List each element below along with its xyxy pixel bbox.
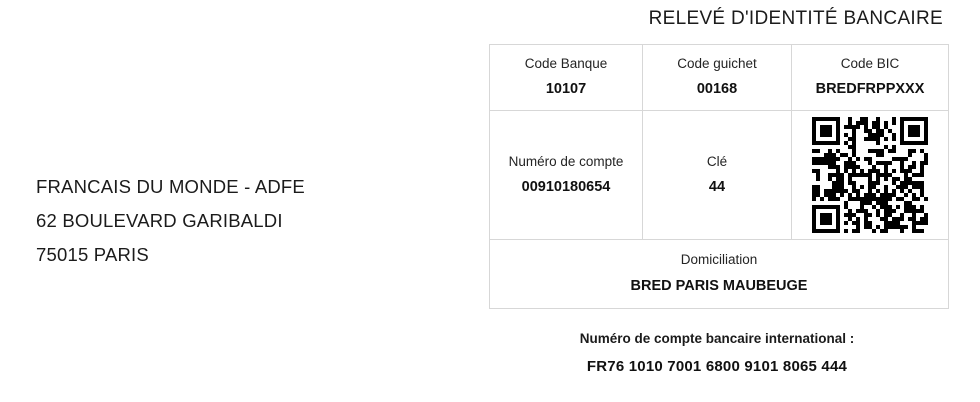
holder-street: 62 BOULEVARD GARIBALDI	[36, 210, 283, 231]
branch-code-label: Code guichet	[677, 56, 757, 71]
cell-domiciliation	[490, 240, 949, 309]
key-label: Clé	[706, 153, 728, 169]
bank-code-value: 10107	[545, 81, 587, 97]
rib-panel	[489, 8, 945, 375]
bic-value: BREDFRPPXXX	[815, 81, 925, 97]
cell-key	[643, 111, 792, 240]
iban-label: Numéro de compte bancaire international :	[579, 331, 855, 346]
holder-name: FRANCAIS DU MONDE - ADFE	[36, 176, 305, 197]
table-row	[490, 240, 949, 309]
table-row	[490, 45, 949, 111]
rib-title: RELEVÉ D'IDENTITÉ BANCAIRE	[648, 8, 943, 29]
branch-code-value: 00168	[696, 81, 738, 97]
cell-bic	[792, 45, 949, 111]
domiciliation-label: Domiciliation	[680, 252, 758, 267]
cell-bank-code	[490, 45, 643, 111]
rib-table	[489, 44, 949, 309]
qr-code-icon	[798, 117, 942, 233]
bic-label: Code BIC	[840, 56, 900, 71]
holder-city: 75015 PARIS	[36, 244, 149, 265]
account-holder-address	[36, 170, 456, 272]
cell-branch-code	[643, 45, 792, 111]
cell-qr-code	[792, 111, 949, 240]
cell-account-number	[490, 111, 643, 240]
key-value: 44	[708, 178, 726, 195]
account-number-label: Numéro de compte	[508, 153, 624, 169]
qr-code-canvas	[812, 117, 928, 233]
domiciliation-value: BRED PARIS MAUBEUGE	[630, 278, 808, 294]
bank-code-label: Code Banque	[524, 56, 608, 71]
iban-block	[489, 331, 945, 375]
account-number-value: 00910180654	[521, 178, 611, 195]
table-row	[490, 111, 949, 240]
iban-value: FR76 1010 7001 6800 9101 8065 444	[586, 358, 848, 375]
